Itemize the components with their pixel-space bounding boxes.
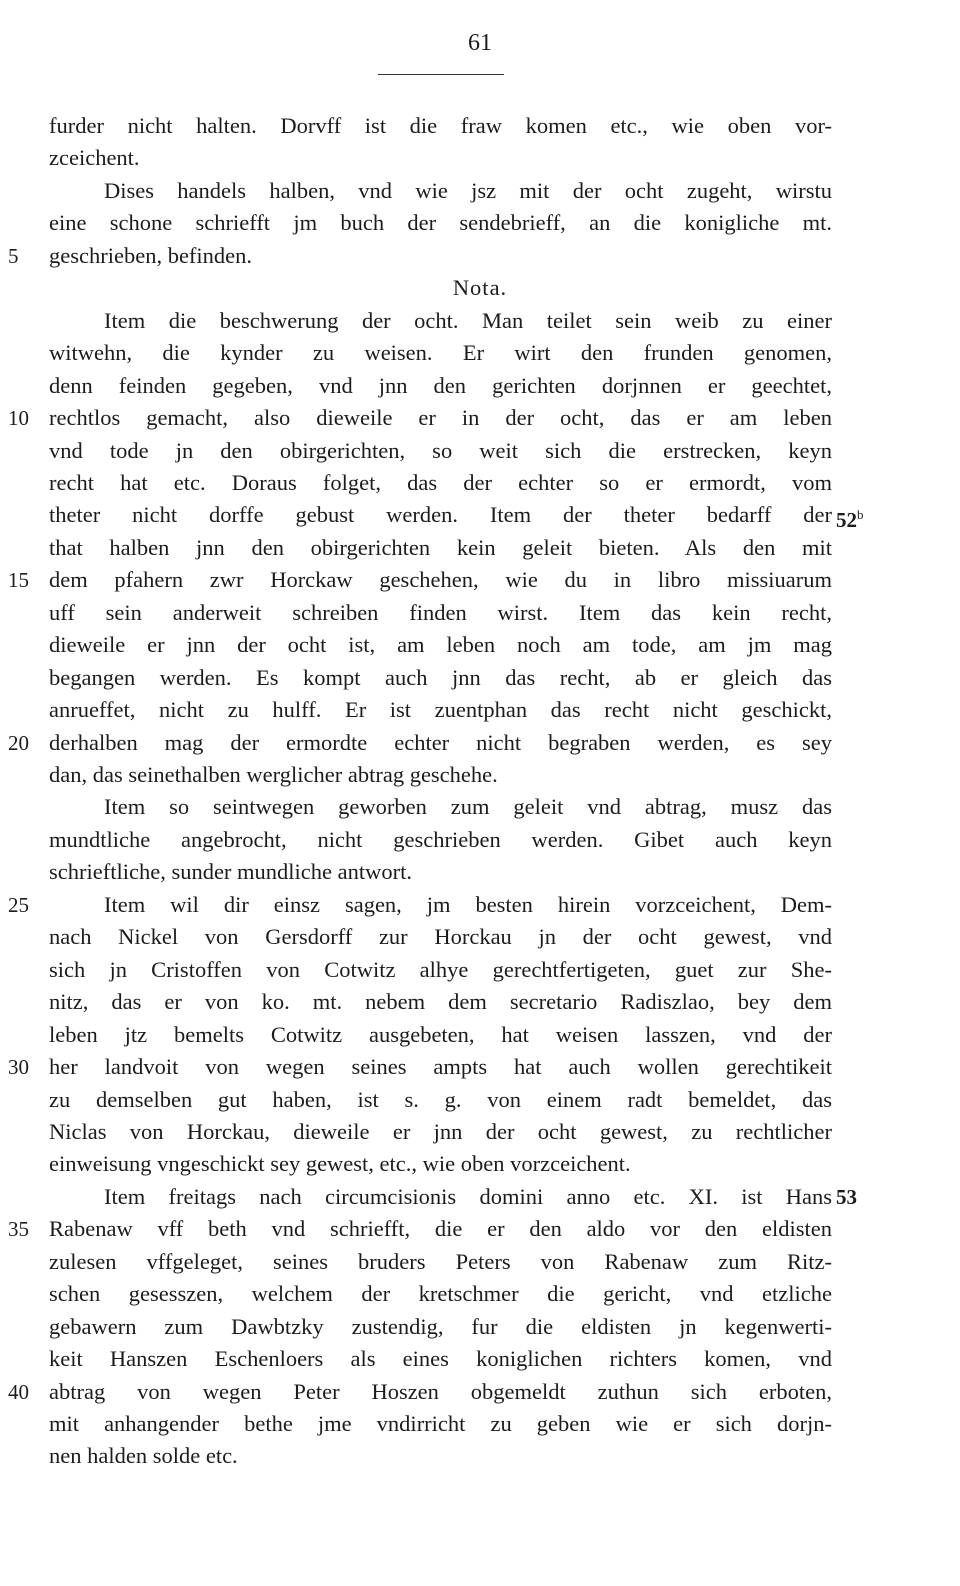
text-line: Niclas von Horckau, dieweile er jnn der ocht gewest, zu rechtlicher <box>49 1119 832 1144</box>
text-line: dieweile er jnn der ocht ist, am leben noch am tode, am jm mag <box>49 632 832 657</box>
text-line: abtrag von wegen Peter Hoszen obgemeldt zuthun sich erboten, <box>49 1379 832 1404</box>
text-line: Rabenaw vff beth vnd schriefft, die er den aldo vor den eldisten <box>49 1216 832 1241</box>
text-line: rechtlos gemacht, also dieweile er in der ocht, das er am leben <box>49 405 832 430</box>
text-line: schen gesesszen, welchem der kretschmer die gericht, vnd etzliche <box>49 1281 832 1306</box>
margin-folio-value: 53 <box>836 1185 857 1209</box>
text-line: nitz, das er von ko. mt. nebem dem secretario Radiszlao, bey dem <box>49 989 832 1014</box>
text-line: recht hat etc. Doraus folget, das der echter so er ermordt, vom <box>49 470 832 495</box>
text-line: Item die beschwerung der ocht. Man teilet sein weib zu einer <box>104 308 832 333</box>
line-number: 15 <box>8 568 29 592</box>
text-line: begangen werden. Es kompt auch jnn das recht, ab er gleich das <box>49 665 832 690</box>
line-number: 10 <box>8 406 29 430</box>
text-line: that halben jnn den obirgerichten kein geleit bieten. Als den mit <box>49 535 832 560</box>
text-line: geschrieben, befinden. <box>49 243 253 268</box>
text-line: vnd tode jn den obirgerichten, so weit sich die erstrecken, keyn <box>49 438 832 463</box>
text-line: dem pfahern zwr Horckaw geschehen, wie du in libro missiuarum <box>49 567 832 592</box>
text-line: nach Nickel von Gersdorff zur Horckau jn der ocht gewest, vnd <box>49 924 832 949</box>
text-line: sich jn Cristoffen von Cotwitz alhye gerechtfertigeten, guet zur She- <box>49 957 832 982</box>
text-line: mit anhangender bethe jme vndirricht zu geben wie er sich dorjn- <box>49 1411 832 1436</box>
margin-folio-value: 52 <box>836 508 857 532</box>
header-rule <box>378 74 504 75</box>
margin-folio-number <box>836 499 864 536</box>
text-line: mundtliche angebrocht, nicht geschrieben werden. Gibet auch keyn <box>49 827 832 852</box>
text-line: anrueffet, nicht zu hulff. Er ist zuentphan das recht nicht geschickt, <box>49 697 832 722</box>
text-line: denn feinden gegeben, vnd jnn den gerichten dorjnnen er geechtet, <box>49 373 832 398</box>
text-line: Item freitags nach circumcisionis domini anno etc. XI. ist Hans <box>104 1184 832 1209</box>
text-line: derhalben mag der ermordte echter nicht begraben werden, es sey <box>49 730 832 755</box>
text-line: Item wil dir einsz sagen, jm besten hirein vorzceichent, Dem- <box>104 892 832 917</box>
text-line: Item so seintwegen geworben zum geleit vnd abtrag, musz das <box>104 794 832 819</box>
text-line: furder nicht halten. Dorvff ist die fraw komen etc., wie oben vor- <box>49 113 832 138</box>
margin-folio-suffix: b <box>857 507 864 522</box>
margin-folio-number <box>836 1181 857 1213</box>
line-number: 35 <box>8 1217 29 1241</box>
section-heading: Nota. <box>452 275 508 300</box>
page-number: 61 <box>468 30 492 56</box>
text-line: keit Hanszen Eschenloers als eines koniglichen richters komen, vnd <box>49 1346 832 1371</box>
line-number: 30 <box>8 1055 29 1079</box>
text-line: einweisung vngeschickt sey gewest, etc., wie oben vorzceichent. <box>49 1151 631 1176</box>
text-line: zceichent. <box>49 145 140 170</box>
text-line: dan, das seinethalben werglicher abtrag geschehe. <box>49 762 498 787</box>
line-number: 20 <box>8 731 29 755</box>
text-line: gebawern zum Dawbtzky zustendig, fur die eldisten jn kegenwerti- <box>49 1314 832 1339</box>
text-line: eine schone schriefft jm buch der sendebrieff, an die konigliche mt. <box>49 210 832 235</box>
text-line: Dises handels halben, vnd wie jsz mit der ocht zugeht, wirstu <box>104 178 832 203</box>
line-number: 25 <box>8 893 29 917</box>
text-line: leben jtz bemelts Cotwitz ausgebeten, hat weisen lasszen, vnd der <box>49 1022 832 1047</box>
text-line: schrieftliche, sunder mundliche antwort. <box>49 859 413 884</box>
line-number: 5 <box>8 244 19 268</box>
text-line: zulesen vffgeleget, seines bruders Peters von Rabenaw zum Ritz- <box>49 1249 832 1274</box>
text-line: uff sein anderweit schreiben finden wirst. Item das kein recht, <box>49 600 832 625</box>
text-line: zu demselben gut haben, ist s. g. von einem radt bemeldet, das <box>49 1087 832 1112</box>
text-line: her landvoit von wegen seines ampts hat auch wollen gerechtikeit <box>49 1054 832 1079</box>
line-number: 40 <box>8 1380 29 1404</box>
text-line: witwehn, die kynder zu weisen. Er wirt den frunden genomen, <box>49 340 832 365</box>
text-line: theter nicht dorffe gebust werden. Item der theter bedarff der <box>49 502 832 527</box>
text-line: nen halden solde etc. <box>49 1443 238 1468</box>
